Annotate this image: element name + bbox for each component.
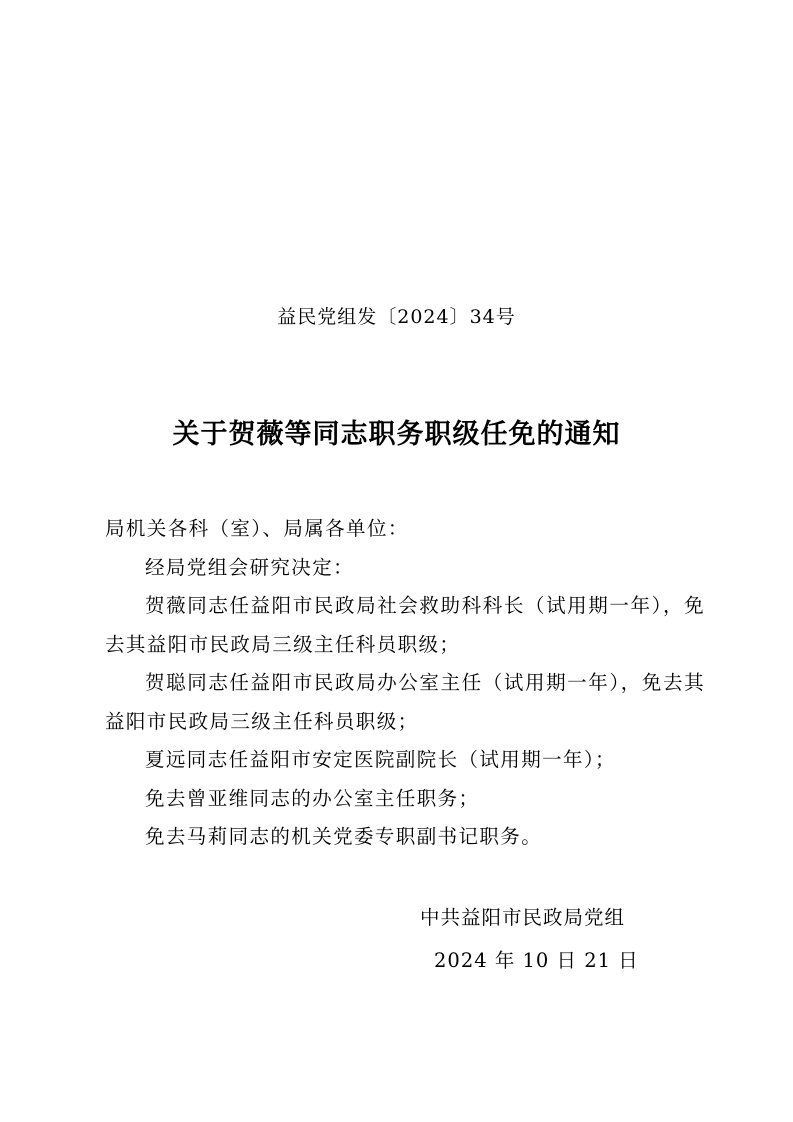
body-paragraph: 夏远同志任益阳市安定医院副院长（试用期一年）； — [145, 748, 616, 771]
signature-date: 2024 年 10 日 21 日 — [434, 949, 639, 972]
salutation: 局机关各科（室）、局属各单位： — [105, 517, 409, 540]
document-title: 关于贺薇等同志职务职级任免的通知 — [172, 419, 621, 450]
document-body — [105, 510, 705, 857]
body-paragraph: 免去曾亚维同志的办公室主任职务； — [145, 786, 480, 810]
signature-block — [420, 896, 660, 982]
document-number: 益民党组发〔2024〕34号 — [277, 306, 516, 328]
body-paragraph: 经局党组会研究决定： — [145, 555, 355, 579]
signature-organization: 中共益阳市民政局党组 — [420, 906, 626, 929]
body-paragraph: 免去马莉同志的机关党委专职副书记职务。 — [145, 825, 543, 848]
body-paragraph: 贺薇同志任益阳市民政局社会救助科科长（试用期一年），免去其益阳市民政局三级主任科员职级； — [105, 594, 705, 656]
body-paragraph: 贺聪同志任益阳市民政局办公室主任（试用期一年），免去其益阳市民政局三级主任科员职级； — [105, 671, 705, 733]
